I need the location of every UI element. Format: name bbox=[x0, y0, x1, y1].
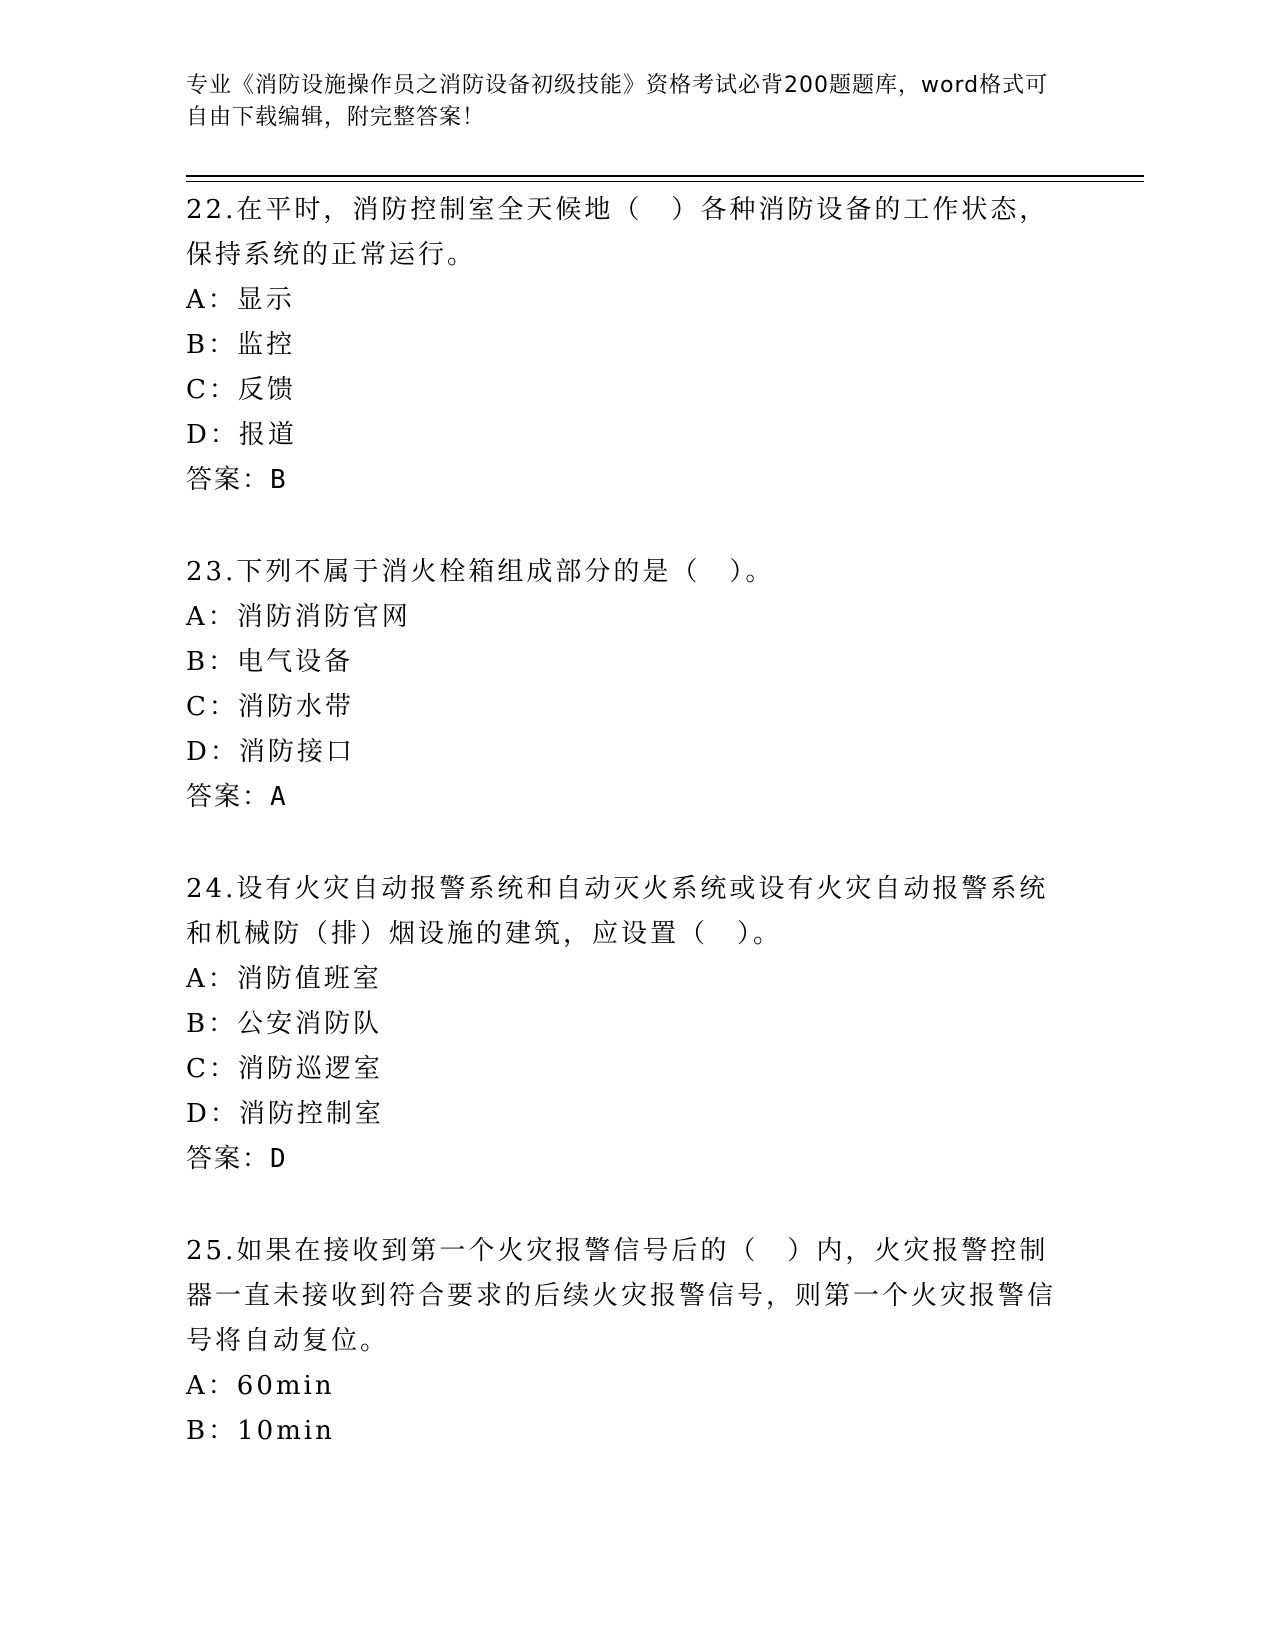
question-stem: 22.在平时，消防控制室全天候地（ ）各种消防设备的工作状态，保持系统的正常运行。 bbox=[186, 195, 1049, 270]
option-c: C：消防巡逻室 bbox=[186, 1054, 383, 1084]
answer-value: A bbox=[270, 782, 288, 812]
option-c: C：消防水带 bbox=[186, 692, 354, 722]
question-stem: 23.下列不属于消火栓箱组成部分的是（ ）。 bbox=[186, 557, 775, 587]
option-a: A：消防消防官网 bbox=[186, 602, 411, 632]
answer bbox=[186, 775, 1066, 820]
question-22 bbox=[186, 188, 1066, 503]
question-list bbox=[186, 188, 1066, 1454]
option-a: A：60min bbox=[186, 1371, 335, 1401]
option-d: D：消防控制室 bbox=[186, 1099, 384, 1129]
option-b: B：公安消防队 bbox=[186, 1009, 383, 1039]
answer-label: 答案： bbox=[186, 465, 271, 495]
option-b: B：监控 bbox=[186, 330, 296, 360]
option-a: A：显示 bbox=[186, 285, 295, 315]
option-d: D：报道 bbox=[186, 420, 297, 450]
question-25 bbox=[186, 1229, 1066, 1454]
answer-value: B bbox=[270, 465, 288, 495]
question-stem: 24.设有火灾自动报警系统和自动灭火系统或设有火灾自动报警系统和机械防（排）烟设施的建筑，应设置（ ）。 bbox=[186, 874, 1049, 949]
answer-label: 答案： bbox=[186, 782, 271, 812]
option-b: B：电气设备 bbox=[186, 647, 354, 677]
answer-label: 答案： bbox=[186, 1144, 271, 1174]
answer bbox=[186, 458, 1066, 503]
option-b: B：10min bbox=[186, 1416, 335, 1446]
question-23 bbox=[186, 550, 1066, 820]
header-divider bbox=[186, 175, 1144, 177]
question-stem: 25.如果在接收到第一个火灾报警信号后的（ ）内，火灾报警控制器一直未接收到符合要求的后续火灾报警信号，则第一个火灾报警信号将自动复位。 bbox=[186, 1236, 1057, 1356]
answer bbox=[186, 1137, 1066, 1182]
header-divider-thin bbox=[186, 181, 1144, 182]
option-a: A：消防值班室 bbox=[186, 964, 382, 994]
document-header: 专业《消防设施操作员之消防设备初级技能》资格考试必背200题题库，word格式可自由下载编辑，附完整答案！ bbox=[186, 73, 1049, 130]
question-24 bbox=[186, 867, 1066, 1182]
answer-value: D bbox=[270, 1144, 288, 1174]
option-c: C：反馈 bbox=[186, 375, 296, 405]
option-d: D：消防接口 bbox=[186, 737, 355, 767]
